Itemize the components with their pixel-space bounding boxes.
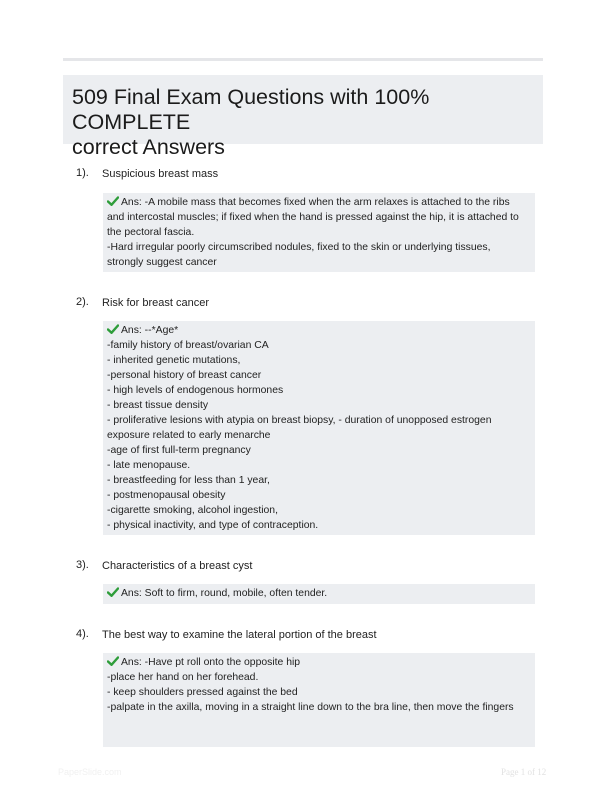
- question-text: Risk for breast cancer: [102, 297, 209, 309]
- answer-line: - physical inactivity, and type of contraception.: [107, 520, 319, 531]
- page-number: Page 1 of 12: [501, 767, 547, 777]
- question-text: The best way to examine the lateral portion of the breast: [102, 629, 377, 641]
- answer-line: -personal history of breast cancer: [107, 370, 262, 381]
- answer-line: Ans: -Have pt roll onto the opposite hip: [107, 655, 531, 670]
- answer-line: exposure related to early menarche: [107, 430, 271, 441]
- top-rule: [63, 58, 543, 61]
- answer-line: Ans: --*Age*: [107, 323, 531, 338]
- question-number: 2).: [76, 296, 89, 308]
- answer-line: -age of first full-term pregnancy: [107, 445, 251, 456]
- answer-line: and intercostal muscles; if fixed when the hand is pressed against the hip, it is attached to: [107, 212, 519, 223]
- answer-line: -place her hand on her forehead.: [107, 672, 259, 683]
- title-line-1: 509 Final Exam Questions with 100% COMPLETE: [72, 85, 430, 134]
- footer-watermark: PaperSlide.com: [58, 767, 122, 777]
- answer-line: - breastfeeding for less than 1 year,: [107, 475, 270, 486]
- answer-line: -cigarette smoking, alcohol ingestion,: [107, 505, 278, 516]
- question-text: Characteristics of a breast cyst: [102, 560, 253, 572]
- answer-box: [103, 653, 535, 747]
- checkmark-icon: [107, 324, 119, 334]
- question-number: 4).: [76, 628, 89, 640]
- answer-line: -Hard irregular poorly circumscribed nodules, fixed to the skin or underlying tissues,: [107, 242, 491, 253]
- checkmark-icon: [107, 587, 119, 597]
- title-box: [63, 75, 543, 159]
- answer-line: -family history of breast/ovarian CA: [107, 340, 269, 351]
- answer-line: Ans: -A mobile mass that becomes fixed when the arm relaxes is attached to the ribs: [107, 195, 531, 210]
- answer-line: - inherited genetic mutations,: [107, 355, 241, 366]
- answer-line: - breast tissue density: [107, 400, 209, 411]
- answer-line: Ans: Soft to firm, round, mobile, often tender.: [107, 586, 531, 601]
- answer-line: - high levels of endogenous hormones: [107, 385, 284, 396]
- page-title: [72, 85, 543, 160]
- checkmark-icon: [107, 656, 119, 666]
- answer-line: -palpate in the axilla, moving in a straight line down to the bra line, then move the fingers: [107, 702, 514, 713]
- answer-box: [103, 584, 535, 604]
- title-line-2: correct Answers: [72, 135, 225, 159]
- answer-box: [103, 193, 535, 272]
- question-number: 3).: [76, 559, 89, 571]
- checkmark-icon: [107, 196, 119, 206]
- answer-line: strongly suggest cancer: [107, 257, 217, 268]
- answer-line: the pectoral fascia.: [107, 227, 195, 238]
- answer-line: - proliferative lesions with atypia on breast biopsy, - duration of unopposed estrogen: [107, 415, 492, 426]
- question-text: Suspicious breast mass: [102, 168, 219, 180]
- answer-box: [103, 321, 535, 535]
- answer-line: - postmenopausal obesity: [107, 490, 226, 501]
- answer-line: - late menopause.: [107, 460, 191, 471]
- question-number: 1).: [76, 167, 89, 179]
- answer-line: - keep shoulders pressed against the bed: [107, 687, 298, 698]
